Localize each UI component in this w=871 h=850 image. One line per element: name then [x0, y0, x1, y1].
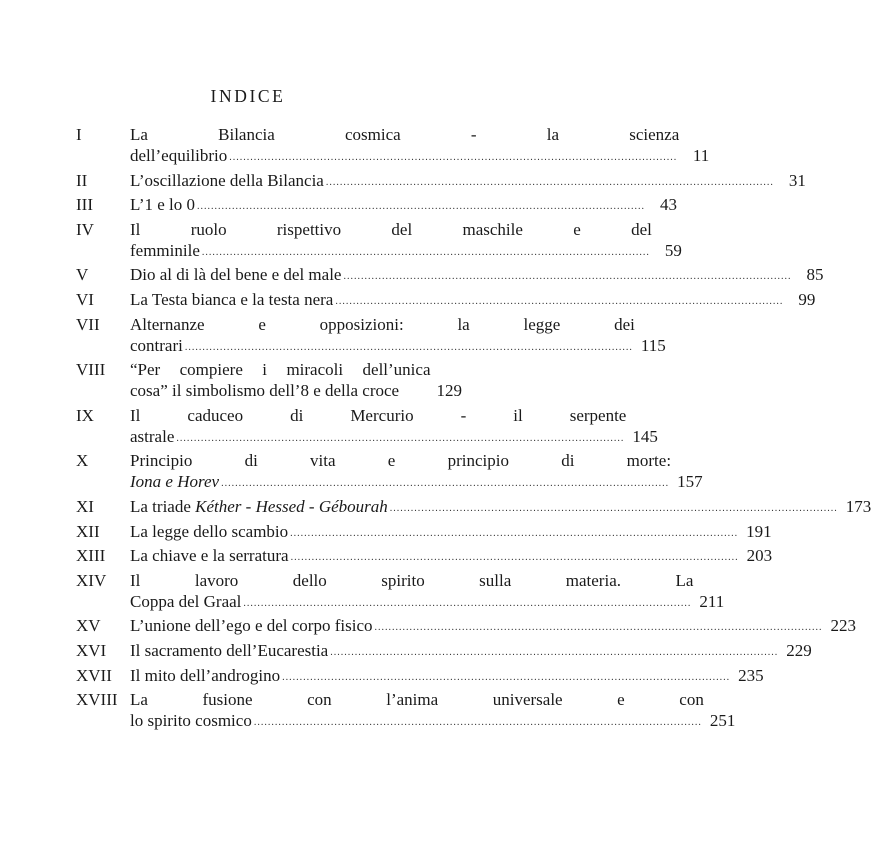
chapter-title	[130, 450, 671, 492]
dot-leader	[291, 549, 739, 566]
chapter-number: II	[76, 170, 88, 190]
chapter-title-text: dell’equilibrio	[130, 146, 228, 165]
chapter-title	[130, 521, 740, 542]
toc-entry	[76, 689, 736, 731]
chapter-title-text: cosa” il simbolismo dell’8 e della croce	[130, 381, 400, 401]
chapter-number: XVI	[76, 640, 107, 660]
page-number: 11	[692, 146, 710, 165]
chapter-title	[130, 264, 793, 285]
page-number: 99	[798, 289, 816, 309]
dot-leader	[221, 475, 669, 492]
chapter-title-line	[130, 545, 741, 566]
toc-entry	[76, 615, 856, 636]
page-number: 43	[660, 195, 678, 215]
chapter-title	[130, 665, 732, 686]
toc-entry	[76, 264, 824, 285]
chapter-title-line: La fusione con l’anima universale e con	[130, 690, 704, 710]
page-number: 229	[786, 640, 812, 660]
page-number: 223	[830, 616, 856, 636]
toc-entry	[76, 521, 772, 542]
chapter-title-text: Iona e Horev	[130, 472, 220, 492]
toc-entry	[76, 545, 773, 566]
chapter-title	[130, 689, 704, 731]
page-number: 85	[806, 265, 824, 285]
chapter-number: XVII	[76, 665, 112, 685]
chapter-title-text: La chiave e la serratura	[130, 546, 289, 566]
toc-entry	[76, 450, 703, 492]
chapter-number: VIII	[76, 360, 106, 380]
dot-leader	[176, 430, 624, 447]
chapter-title-line: La Bilancia cosmica - la scienza	[130, 125, 680, 144]
page-title: INDICE	[210, 86, 286, 106]
chapter-title	[130, 640, 780, 661]
chapter-title	[130, 359, 431, 401]
toc-entry	[76, 665, 764, 686]
chapter-title	[130, 194, 647, 215]
chapter-title-line	[130, 335, 635, 356]
chapter-title-line	[130, 289, 785, 310]
toc-entry	[76, 170, 806, 191]
chapter-title-line: Il lavoro dello spirito sulla materia. La	[130, 570, 694, 590]
chapter-number: III	[76, 195, 93, 215]
dot-leader	[202, 244, 650, 261]
page-number: 129	[436, 381, 462, 401]
page-number: 145	[632, 426, 658, 446]
chapter-title-italic: Kéther - Hessed - Gébourah	[195, 496, 388, 516]
chapter-title-line	[130, 471, 671, 492]
chapter-title-line	[130, 170, 776, 191]
page-number: 115	[640, 335, 666, 355]
chapter-title-text: Dio al di là del bene e del male	[130, 265, 342, 285]
toc-entry	[76, 314, 666, 356]
chapter-number: XI	[76, 496, 94, 516]
dot-leader	[229, 149, 677, 166]
chapter-title-line	[130, 194, 647, 215]
chapter-title-line	[130, 426, 626, 447]
chapter-title-part: La triade	[130, 496, 191, 516]
chapter-number: XIII	[76, 546, 106, 566]
chapter-number: XV	[76, 616, 101, 636]
page-number: 157	[677, 472, 703, 492]
chapter-title-text: L’1 e lo 0	[130, 195, 196, 215]
toc-entry	[76, 570, 725, 612]
chapter-number: XIV	[76, 570, 107, 590]
toc-entry	[76, 640, 812, 661]
dot-leader	[282, 669, 730, 686]
chapter-title-text: femminile	[130, 240, 200, 260]
chapter-title	[130, 219, 652, 261]
chapter-number: IV	[76, 219, 94, 239]
dot-leader	[390, 500, 838, 517]
chapter-title	[130, 170, 776, 191]
page-number: 211	[699, 591, 725, 611]
chapter-title-text: Coppa del Graal	[130, 591, 242, 611]
chapter-title-text: La Testa bianca e la testa nera	[130, 289, 334, 309]
chapter-title-text: La legge dello scambio	[130, 521, 289, 541]
dot-leader	[343, 268, 791, 285]
chapter-title-line	[130, 521, 740, 542]
chapter-title-text: L’unione dell’ego e del corpo fisico	[130, 616, 373, 636]
dot-leader	[197, 198, 645, 215]
chapter-title-line: Principio di vita e principio di morte:	[130, 451, 672, 471]
page-number: 235	[738, 665, 764, 685]
toc-entry	[76, 405, 658, 447]
chapter-title-line: Il ruolo rispettivo del maschile e del	[130, 219, 652, 239]
chapter-title-line	[130, 591, 693, 612]
chapter-title-text: Il mito dell’androgino	[130, 665, 281, 685]
dot-leader	[330, 644, 778, 661]
chapter-title-text: L’oscillazione della Bilancia	[130, 170, 324, 190]
chapter-title-text: Il sacramento dell’Eucarestia	[130, 640, 329, 660]
chapter-title-line	[130, 496, 840, 517]
table-of-contents	[76, 124, 871, 735]
chapter-title-line	[130, 380, 431, 401]
chapter-number: XVIII	[76, 690, 118, 710]
toc-entry	[76, 359, 462, 401]
chapter-title-text: contrari	[130, 335, 183, 355]
chapter-title-line: Alternanze e opposizioni: la legge dei	[130, 314, 635, 334]
toc-entry	[76, 496, 871, 517]
page-number: 173	[845, 496, 871, 516]
chapter-number: X	[76, 451, 89, 471]
chapter-number: IX	[76, 405, 94, 425]
chapter-title-line	[130, 665, 732, 686]
toc-entry	[76, 219, 682, 261]
chapter-title-line	[130, 640, 780, 661]
chapter-number: VII	[76, 314, 100, 334]
chapter-title-line: Il caduceo di Mercurio - il serpente	[130, 405, 627, 425]
chapter-title-line	[130, 710, 704, 731]
chapter-number: I	[76, 125, 82, 144]
chapter-title-text: lo spirito cosmico	[130, 711, 252, 731]
chapter-title	[130, 289, 785, 310]
chapter-title-line	[130, 264, 793, 285]
page-number: 203	[746, 546, 773, 566]
chapter-title	[130, 496, 840, 517]
chapter-title-line	[130, 240, 652, 261]
dot-leader	[290, 525, 738, 542]
chapter-title	[130, 570, 693, 612]
chapter-title	[130, 545, 741, 566]
chapter-title-text: astrale	[130, 426, 175, 446]
chapter-title	[130, 314, 635, 356]
dot-leader	[335, 293, 783, 310]
page-number: 59	[664, 240, 682, 260]
chapter-number: V	[76, 265, 89, 285]
chapter-number: VI	[76, 289, 94, 309]
toc-entry	[76, 124, 710, 166]
dot-leader	[375, 619, 823, 636]
dot-leader	[254, 714, 702, 731]
chapter-number: XII	[76, 521, 100, 541]
page-number: 191	[746, 521, 772, 541]
chapter-title-line	[130, 145, 679, 166]
chapter-title-line	[130, 615, 825, 636]
dot-leader	[243, 595, 691, 612]
page-number: 31	[788, 170, 806, 190]
dot-leader	[326, 174, 774, 191]
chapter-title	[130, 405, 626, 447]
page-number: 251	[709, 711, 736, 731]
chapter-title-line: “Per compiere i miracoli dell’unica	[130, 360, 431, 380]
toc-entry	[76, 289, 816, 310]
chapter-title	[130, 615, 825, 636]
chapter-title-text	[130, 496, 388, 517]
chapter-title	[130, 124, 679, 166]
dot-leader	[185, 339, 633, 356]
toc-entry	[76, 194, 678, 215]
